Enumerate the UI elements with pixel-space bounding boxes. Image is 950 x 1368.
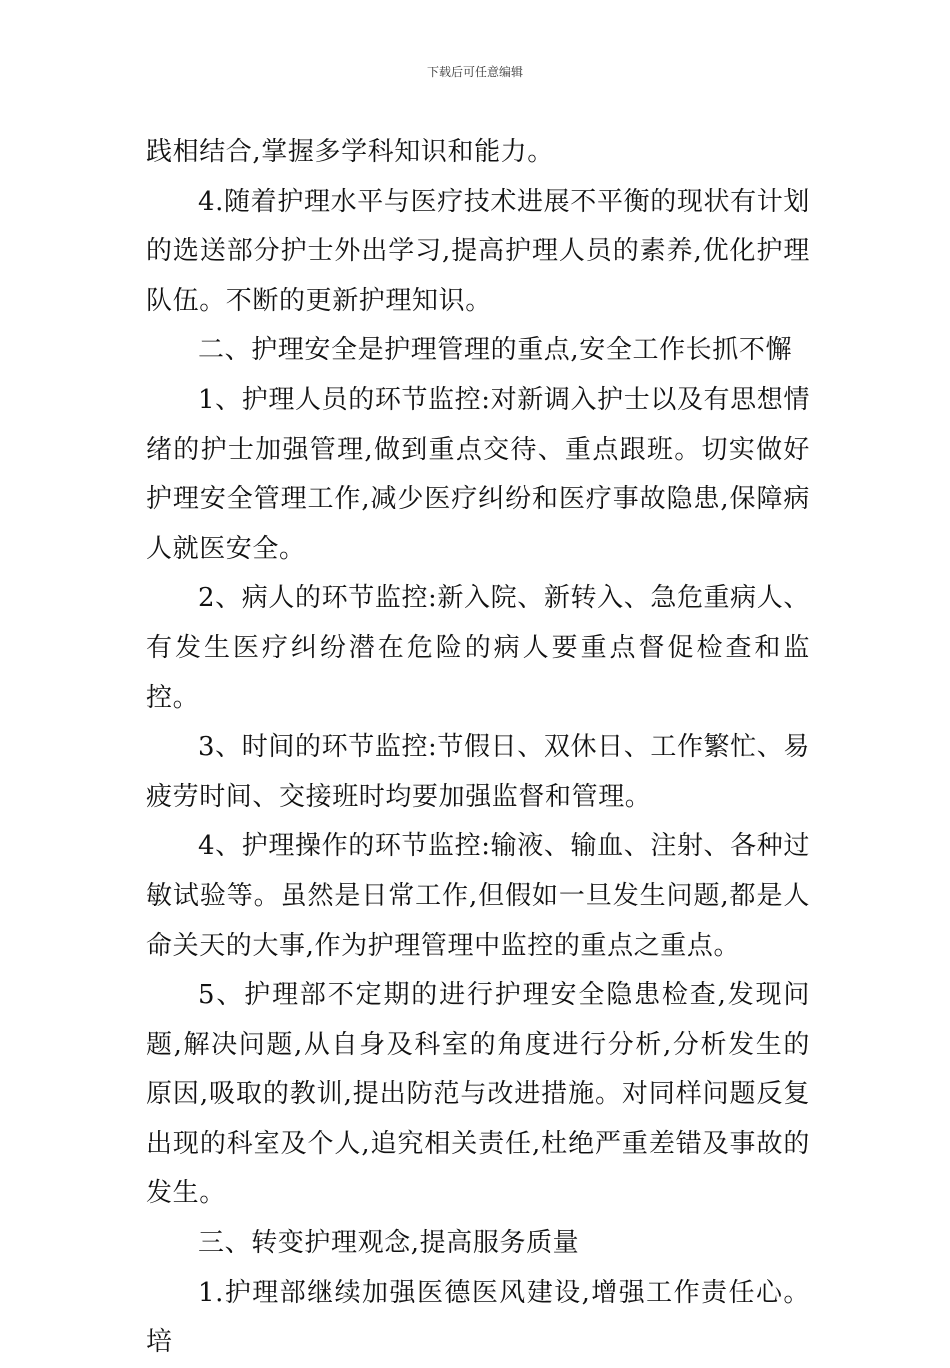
document-body: [146, 128, 810, 1368]
paragraph-ethics: 1.护理部继续加强医德医风建设,增强工作责任心。培: [146, 1277, 810, 1358]
paragraph-staff-monitoring: 1、护理人员的环节监控:对新调入护士以及有思想情绪的护士加强管理,做到重点交待、重点跟班。切实做好护理安全管理工作,减少医疗纠纷和医疗事故隐患,保障病人就医安全。: [146, 384, 810, 564]
paragraph-safety-inspection: 5、护理部不定期的进行护理安全隐患检查,发现问题,解决问题,从自身及科室的角度进行分析,分析发生的原因,吸取的教训,提出防范与改进措施。对同样问题反复出现的科室及个人,追究相关责任,杜绝严重差错及事故的发生。: [146, 980, 810, 1209]
paragraph-patient-monitoring: 2、病人的环节监控:新入院、新转入、急危重病人、有发生医疗纠纷潜在危险的病人要重点督促检查和监控。: [146, 583, 810, 713]
paragraph-operation-monitoring: 4、护理操作的环节监控:输液、输血、注射、各种过敏试验等。虽然是日常工作,但假如一旦发生问题,都是人命关天的大事,作为护理管理中监控的重点之重点。: [146, 831, 810, 961]
page-header: 下载后可任意编辑: [426, 65, 523, 79]
section-heading-3: 三、转变护理观念,提高服务质量: [198, 1228, 580, 1259]
paragraph-continuation: 践相结合,掌握多学科知识和能力。: [146, 137, 554, 167]
paragraph-item-4: 4.随着护理水平与医疗技术进展不平衡的现状有计划的选送部分护士外出学习,提高护理人员的素养,优化护理队伍。不断的更新护理知识。: [146, 186, 810, 316]
section-heading-2: 二、护理安全是护理管理的重点,安全工作长抓不懈: [198, 335, 793, 366]
paragraph-time-monitoring: 3、时间的环节监控:节假日、双休日、工作繁忙、易疲劳时间、交接班时均要加强监督和管理。: [146, 732, 810, 812]
